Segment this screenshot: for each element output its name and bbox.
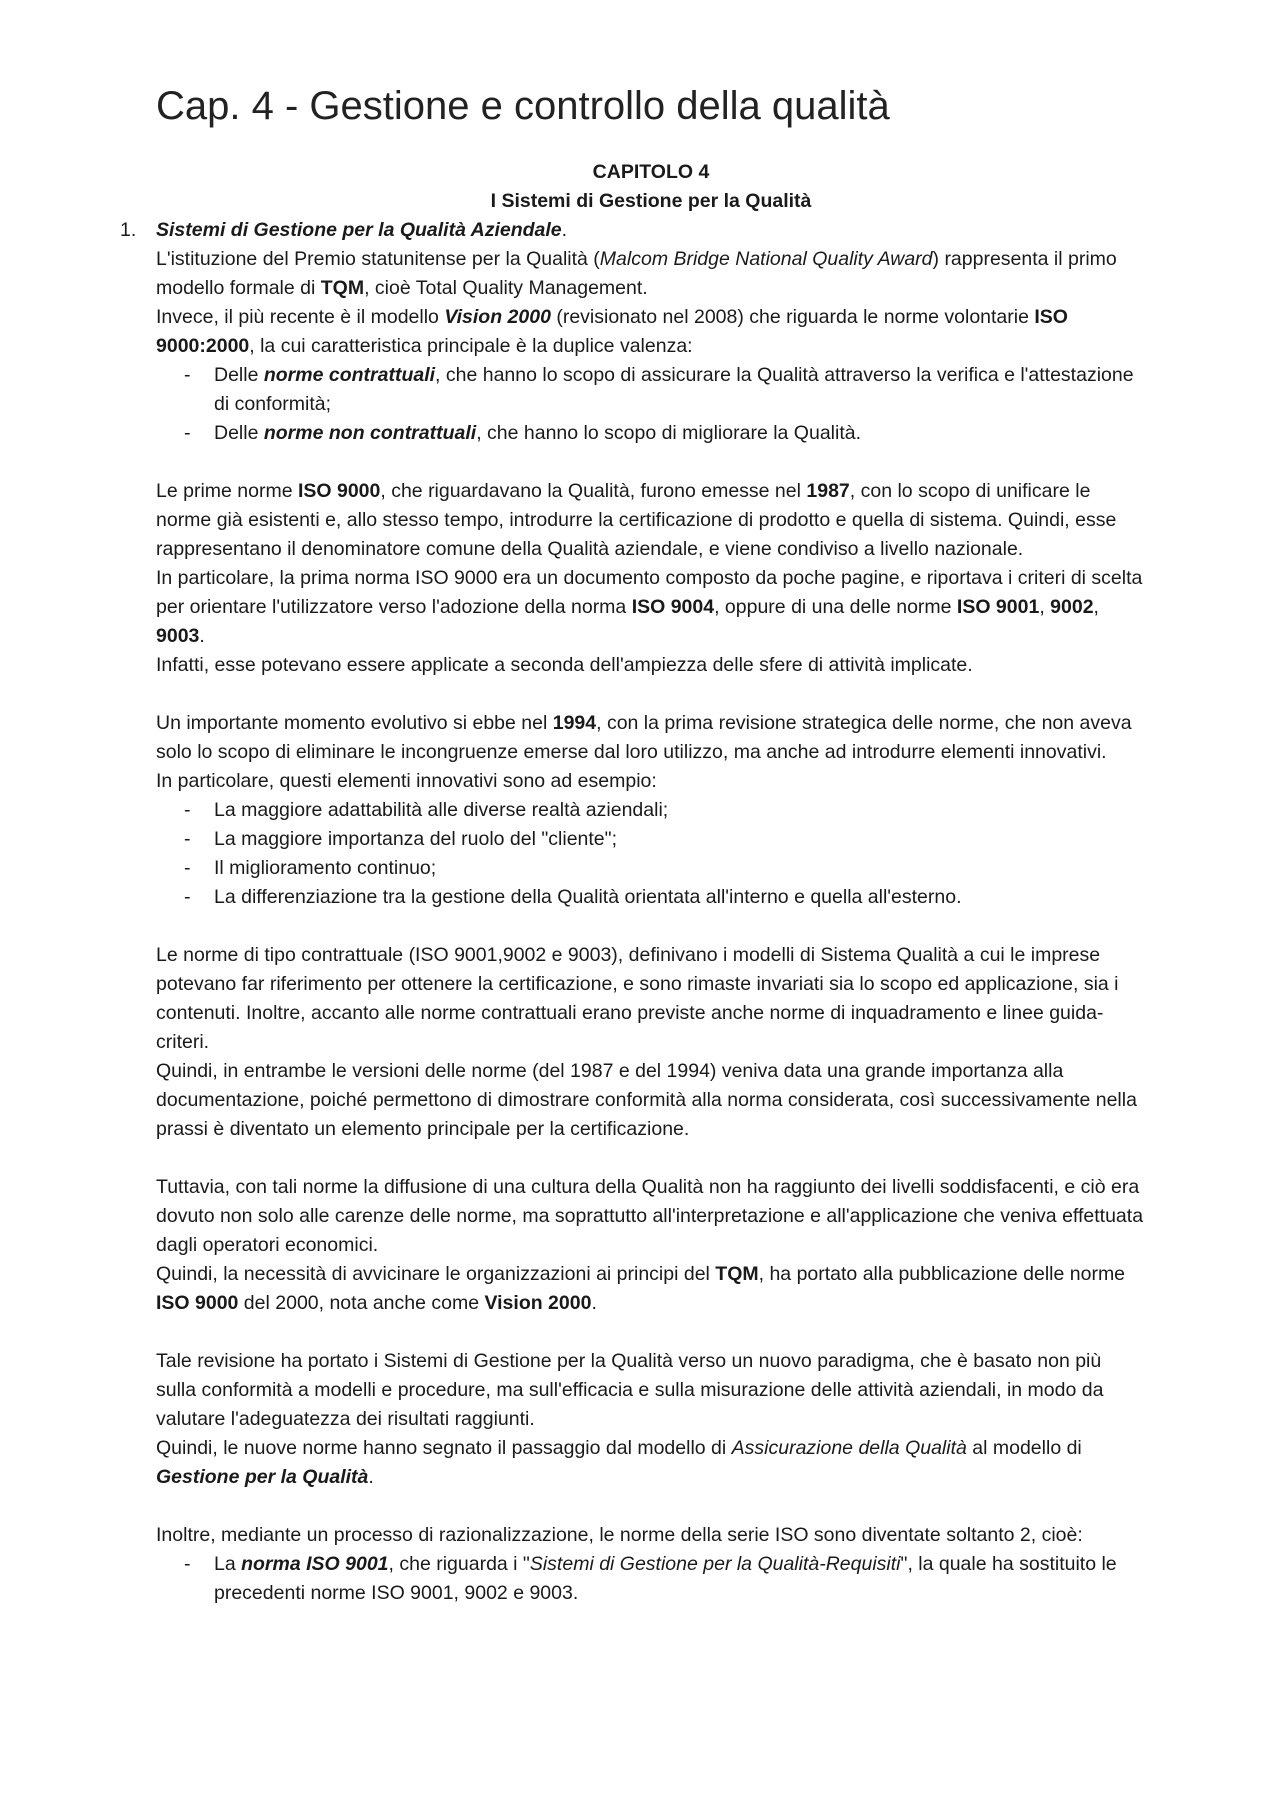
document-page <box>120 82 1146 1608</box>
paragraph: Tale revisione ha portato i Sistemi di Gestione per la Qualità verso un nuovo paradigma, che è basato non più sulla conformità a modelli e procedure, ma sull'efficacia e sulla misurazione delle attività aziendali, in modo da valutare l'adeguatezza dei risultati raggiunti. <box>156 1350 1104 1430</box>
page-title: Cap. 4 - Gestione e controllo della qualità <box>156 84 890 128</box>
paragraph: In particolare, la prima norma ISO 9000 era un documento composto da poche pagine, e riportava i criteri di scelta per orientare l'utilizzatore verso l'adozione della norma ISO 9004, oppure di una delle norme ISO 9001, 9002, 9003. <box>156 567 1143 647</box>
chapter-subtitle: I Sistemi di Gestione per la Qualità <box>490 190 812 212</box>
dash-list <box>156 796 1146 912</box>
dash-list <box>156 361 1146 448</box>
paragraph: In particolare, questi elementi innovativi sono ad esempio: <box>156 770 657 792</box>
paragraph: Le prime norme ISO 9000, che riguardavano la Qualità, furono emesse nel 1987, con lo scopo di unificare le norme già esistenti e, allo stesso tempo, introdurre la certificazione di prodotto e quella di sistema. Quindi, esse rappresentano il denominatore comune della Qualità aziendale, e viene condiviso a livello nazionale. <box>156 480 1117 560</box>
paragraph: Infatti, esse potevano essere applicate a seconda dell'ampiezza delle sfere di attività implicate. <box>156 654 973 676</box>
list-item: - La differenziazione tra la gestione della Qualità orientata all'interno e quella all'esterno. <box>214 883 1146 912</box>
list-item: - La norma ISO 9001, che riguarda i "Sistemi di Gestione per la Qualità-Requisiti", la quale ha sostituito le precedenti norme ISO 9001, 9002 e 9003. <box>214 1550 1146 1608</box>
paragraph: Invece, il più recente è il modello Vision 2000 (revisionato nel 2008) che riguarda le norme volontarie ISO 9000:2000, la cui caratteristica principale è la duplice valenza: <box>156 306 1068 357</box>
paragraph: Inoltre, mediante un processo di razionalizzazione, le norme della serie ISO sono diventate soltanto 2, cioè: <box>156 1524 1083 1546</box>
paragraph: Quindi, in entrambe le versioni delle norme (del 1987 e del 1994) veniva data una grande importanza alla documentazione, poiché permettono di dimostrare conformità alla norma considerata, così successivamente nella prassi è diventato un elemento principale per la certificazione. <box>156 1060 1137 1140</box>
section-heading: 1. Sistemi di Gestione per la Qualità Aziendale. <box>156 216 1146 245</box>
section-number: 1. <box>120 219 137 241</box>
section-title: Sistemi di Gestione per la Qualità Aziendale <box>156 219 562 241</box>
list-item: - Delle norme non contrattuali, che hanno lo scopo di migliorare la Qualità. <box>214 419 1146 448</box>
paragraph: L'istituzione del Premio statunitense per la Qualità (Malcom Bridge National Quality Award) rappresenta il primo modello formale di TQM, cioè Total Quality Management. <box>156 248 1117 299</box>
list-item: - Il miglioramento continuo; <box>214 854 1146 883</box>
list-item: - La maggiore adattabilità alle diverse realtà aziendali; <box>214 796 1146 825</box>
chapter-label: CAPITOLO 4 <box>592 161 710 183</box>
list-item: - Delle norme contrattuali, che hanno lo scopo di assicurare la Qualità attraverso la verifica e l'attestazione di conformità; <box>214 361 1146 419</box>
paragraph: Tuttavia, con tali norme la diffusione di una cultura della Qualità non ha raggiunto dei livelli soddisfacenti, e ciò era dovuto non solo alle carenze delle norme, ma soprattutto all'interpretazione e all'applicazione che veniva effettuata dagli operatori economici. <box>156 1176 1144 1256</box>
paragraph: Quindi, le nuove norme hanno segnato il passaggio dal modello di Assicurazione della Qualità al modello di Gestione per la Qualità. <box>156 1437 1082 1488</box>
dash-list <box>156 1550 1146 1608</box>
paragraph: Le norme di tipo contrattuale (ISO 9001,9002 e 9003), definivano i modelli di Sistema Qualità a cui le imprese potevano far riferimento per ottenere la certificazione, e sono rimaste invariati sia lo scopo ed applicazione, sia i contenuti. Inoltre, accanto alle norme contrattuali erano previste anche norme di inquadramento e linee guida-criteri. <box>156 944 1119 1053</box>
paragraph: Un importante momento evolutivo si ebbe nel 1994, con la prima revisione strategica delle norme, che non aveva solo lo scopo di eliminare le incongruenze emerse dal loro utilizzo, ma anche ad introdurre elementi innovativi. <box>156 712 1132 763</box>
list-item: - La maggiore importanza del ruolo del "cliente"; <box>214 825 1146 854</box>
paragraph: Quindi, la necessità di avvicinare le organizzazioni ai principi del TQM, ha portato alla pubblicazione delle norme ISO 9000 del 2000, nota anche come Vision 2000. <box>156 1263 1126 1314</box>
